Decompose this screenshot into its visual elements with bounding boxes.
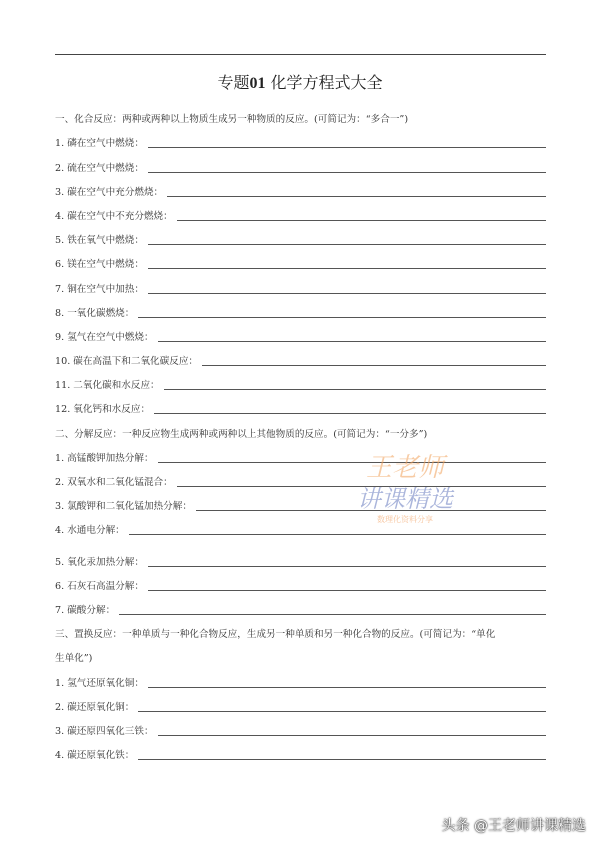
exercise-prompt: 3. 氯酸钾和二氧化锰加热分解： bbox=[55, 501, 192, 513]
exercise-item bbox=[55, 443, 546, 467]
exercise-prompt: 1. 氢气还原氧化铜： bbox=[55, 677, 144, 689]
exercise-prompt: 1. 磷在空气中燃烧： bbox=[55, 138, 144, 150]
exercise-prompt: 4. 碳在空气中不充分燃烧： bbox=[55, 210, 173, 222]
answer-blank[interactable] bbox=[148, 566, 546, 567]
answer-blank[interactable] bbox=[138, 759, 546, 760]
exercise-item bbox=[55, 595, 546, 619]
exercise-prompt: 4. 碳还原氧化铁： bbox=[55, 750, 135, 762]
exercise-prompt: 6. 石灰石高温分解： bbox=[55, 580, 144, 592]
answer-blank[interactable] bbox=[148, 172, 546, 173]
exercise-prompt: 5. 氧化汞加热分解： bbox=[55, 556, 144, 568]
exercise-prompt: 9. 氢气在空气中燃烧： bbox=[55, 331, 154, 343]
section-heading-text: 三、置换反应：一种单质与一种化合物反应，生成另一种单质和另一种化合物的反应。(可简记为：“单化 bbox=[55, 629, 496, 641]
section-heading-text: 生单化”) bbox=[55, 653, 93, 665]
header-rule bbox=[55, 54, 546, 55]
exercise-item bbox=[55, 667, 546, 691]
answer-blank[interactable] bbox=[202, 365, 546, 366]
exercise-prompt: 2. 双氧水和二氧化锰混合： bbox=[55, 477, 173, 488]
watermark-line1: 王老师 bbox=[365, 453, 444, 483]
spacer bbox=[55, 539, 546, 546]
exercise-prompt: 7. 碳酸分解： bbox=[55, 604, 116, 616]
answer-blank[interactable] bbox=[148, 147, 546, 148]
exercise-item bbox=[55, 249, 546, 273]
exercise-item bbox=[55, 177, 546, 201]
section-heading bbox=[55, 104, 546, 128]
exercise-prompt: 2. 硫在空气中燃烧： bbox=[55, 162, 144, 174]
answer-blank[interactable] bbox=[154, 413, 546, 414]
exercise-item bbox=[55, 515, 546, 539]
section-heading-text: 二、分解反应：一种反应物生成两种或两种以上其他物质的反应。(可简记为：“一分多”) bbox=[55, 428, 428, 440]
exercise-prompt: 11. 二氧化碳和水反应： bbox=[55, 380, 160, 392]
exercise-item bbox=[55, 346, 546, 370]
worksheet bbox=[55, 104, 546, 764]
exercise-item bbox=[55, 692, 546, 716]
watermark-line3: 数理化资料分享 bbox=[377, 515, 433, 524]
exercise-item bbox=[55, 225, 546, 249]
answer-blank[interactable] bbox=[177, 220, 546, 221]
exercise-item bbox=[55, 322, 546, 346]
exercise-item bbox=[55, 740, 546, 764]
exercise-prompt: 2. 碳还原氧化铜： bbox=[55, 701, 135, 713]
exercise-prompt: 10. 碳在高温下和二氧化碳反应： bbox=[55, 356, 199, 368]
exercise-item bbox=[55, 716, 546, 740]
exercise-prompt: 4. 水通电分解： bbox=[55, 525, 125, 537]
title-number: 01 bbox=[249, 75, 266, 92]
exercise-prompt: 8. 一氧化碳燃烧： bbox=[55, 307, 135, 319]
exercise-prompt: 1. 高锰酸钾加热分解： bbox=[55, 452, 154, 464]
answer-blank[interactable] bbox=[129, 534, 546, 535]
watermark-line2: 讲课精选 bbox=[357, 485, 453, 513]
exercise-item bbox=[55, 128, 546, 152]
exercise-item bbox=[55, 201, 546, 225]
page-title bbox=[0, 70, 600, 93]
answer-blank[interactable] bbox=[158, 341, 546, 342]
exercise-item bbox=[55, 491, 546, 515]
title-prefix: 专题 bbox=[217, 73, 250, 92]
answer-blank[interactable] bbox=[148, 268, 546, 269]
answer-blank[interactable] bbox=[148, 590, 546, 591]
source-watermark: 头条 @王老师讲课精选 bbox=[441, 818, 586, 834]
answer-blank[interactable] bbox=[158, 462, 546, 463]
answer-blank[interactable] bbox=[164, 389, 546, 390]
exercise-item bbox=[55, 546, 546, 570]
answer-blank[interactable] bbox=[138, 711, 546, 712]
exercise-item bbox=[55, 571, 546, 595]
exercise-item bbox=[55, 394, 546, 418]
exercise-item bbox=[55, 152, 546, 176]
exercise-item bbox=[55, 273, 546, 297]
exercise-item bbox=[55, 370, 546, 394]
exercise-prompt: 3. 碳还原四氧化三铁： bbox=[55, 725, 154, 737]
answer-blank[interactable] bbox=[158, 735, 546, 736]
exercise-prompt: 5. 铁在氧气中燃烧： bbox=[55, 235, 144, 247]
answer-blank[interactable] bbox=[177, 486, 546, 487]
section-heading-continued bbox=[55, 643, 546, 667]
exercise-item bbox=[55, 467, 546, 491]
exercise-prompt: 6. 镁在空气中燃烧： bbox=[55, 259, 144, 271]
answer-blank[interactable] bbox=[148, 293, 546, 294]
answer-blank[interactable] bbox=[119, 614, 546, 615]
exercise-prompt: 12. 氧化钙和水反应： bbox=[55, 404, 151, 416]
exercise-item bbox=[55, 298, 546, 322]
section-heading bbox=[55, 619, 546, 643]
answer-blank[interactable] bbox=[196, 510, 546, 511]
section-heading-text: 一、化合反应：两种或两种以上物质生成另一种物质的反应。(可简记为：“多合一”) bbox=[55, 114, 409, 126]
answer-blank[interactable] bbox=[148, 244, 546, 245]
exercise-prompt: 7. 铜在空气中加热： bbox=[55, 283, 144, 295]
title-text: 化学方程式大全 bbox=[270, 73, 383, 92]
answer-blank[interactable] bbox=[167, 196, 546, 197]
section-heading bbox=[55, 418, 546, 442]
answer-blank[interactable] bbox=[148, 687, 546, 688]
answer-blank[interactable] bbox=[138, 317, 546, 318]
exercise-prompt: 3. 碳在空气中充分燃烧： bbox=[55, 186, 164, 198]
